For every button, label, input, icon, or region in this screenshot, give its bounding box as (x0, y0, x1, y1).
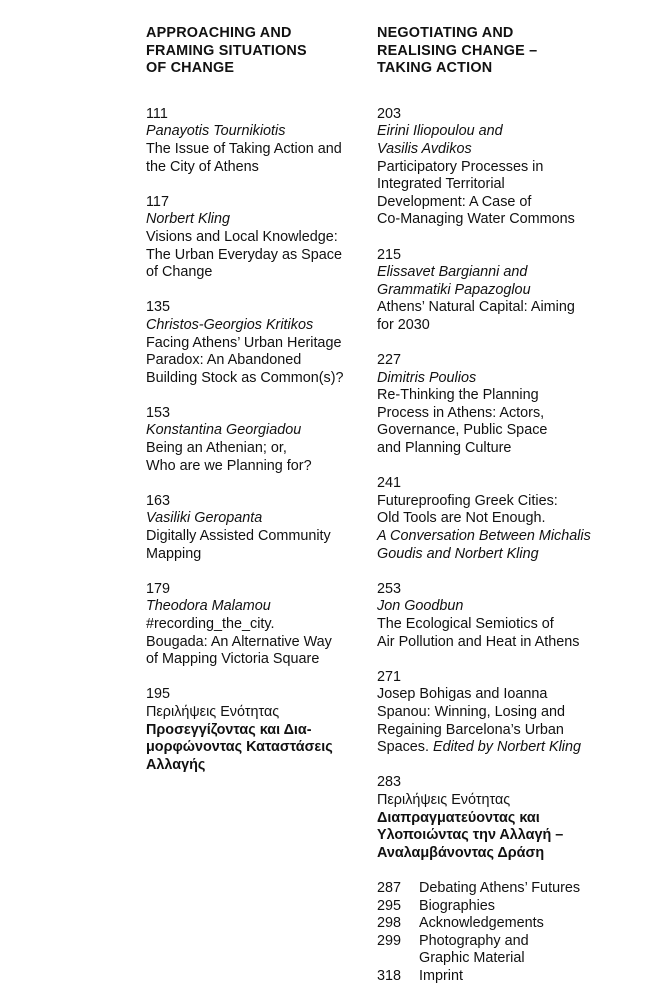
entry-title-line: Integrated Territorial (377, 176, 505, 193)
author: Panayotis Tournikiotis (146, 123, 286, 140)
entry-title-line: Digitally Assisted Community (146, 528, 331, 545)
item-title: Acknowledgements (419, 915, 544, 932)
left-column (146, 25, 358, 792)
entry-title-line: Participatory Processes in (377, 158, 544, 175)
toc-entry[interactable] (146, 405, 358, 475)
toc-entry[interactable] (146, 106, 358, 176)
entry-title-line: Co-Managing Water Commons (377, 211, 575, 228)
entry-title-line: Development: A Case of (377, 193, 532, 210)
author: Theodora Malamou (146, 598, 271, 615)
author: Konstantina Georgiadou (146, 422, 302, 439)
entry-title-line: Regaining Barcelona’s Urban (377, 721, 564, 738)
page-number: 135 (146, 299, 171, 316)
back-matter-item[interactable] (377, 880, 617, 898)
entry-title-line: of Mapping Victoria Square (146, 651, 320, 668)
summary-label: Περιλήψεις Ενότητας (146, 703, 280, 720)
author: Vasiliki Geropanta (146, 510, 263, 527)
page-number: 195 (146, 686, 171, 703)
summary-title-line: Υλοποιώντας την Αλλαγή – (377, 827, 564, 844)
page-number: 298 (377, 915, 402, 932)
back-matter-item[interactable] (377, 898, 617, 916)
entry-subtitle-line: Goudis and Norbert Kling (377, 545, 539, 562)
entry-title-line: for 2030 (377, 316, 430, 333)
page-number: 295 (377, 897, 402, 914)
entry-title-line: #recording_the_city. (146, 616, 275, 632)
entry-title-line: Paradox: An Abandoned (146, 352, 302, 369)
entry-title-line: Governance, Public Space (377, 422, 548, 439)
item-title-line: Graphic Material (419, 950, 525, 967)
entry-title-line: Process in Athens: Actors, (377, 404, 545, 421)
author: Norbert Kling (146, 211, 230, 228)
page-number: 203 (377, 105, 402, 122)
page-number: 153 (146, 404, 171, 421)
author: Dimitris Poulios (377, 369, 477, 386)
entry-title-line: The Urban Everyday as Space (146, 246, 342, 263)
summary-title-line: Προσεγγίζοντας και Δια- (146, 721, 312, 738)
author: Vasilis Avdikos (377, 140, 472, 157)
summary-title-line: Αλλαγής (146, 756, 206, 773)
toc-entry[interactable] (377, 247, 617, 335)
entry-title-line: Re-Thinking the Planning (377, 387, 539, 404)
heading-line: REALISING CHANGE – (377, 42, 538, 59)
entry-title-text: Spaces. (377, 739, 433, 756)
page-number: 271 (377, 668, 402, 685)
page-number: 117 (146, 193, 169, 210)
entry-title-line: The Ecological Semiotics of (377, 616, 554, 632)
back-matter-item[interactable] (377, 915, 617, 933)
item-title: Imprint (419, 967, 463, 984)
editor-credit: Edited by Norbert Kling (433, 739, 581, 756)
entry-title-line: Spanou: Winning, Losing and (377, 703, 566, 720)
page-number: 163 (146, 492, 171, 509)
entry-title-line: of Change (146, 264, 213, 281)
author: Eirini Iliopoulou and (377, 123, 503, 140)
toc-entry[interactable] (146, 493, 358, 563)
toc-entry[interactable] (146, 581, 358, 669)
entry-title-line: Old Tools are Not Enough. (377, 510, 546, 527)
entry-title-line: Who are we Planning for? (146, 457, 312, 474)
section-heading-left (146, 25, 358, 78)
toc-entry[interactable] (377, 475, 617, 563)
section-heading-right (377, 25, 617, 78)
toc-summary-entry[interactable] (146, 686, 358, 774)
heading-line: TAKING ACTION (377, 60, 493, 77)
back-matter-list (377, 880, 617, 986)
entry-title-line: Mapping (146, 545, 202, 562)
entry-title-line: the City of Athens (146, 158, 259, 175)
page-number: 318 (377, 967, 402, 984)
toc-entry[interactable] (146, 299, 358, 387)
summary-title-line: μορφώνοντας Καταστάσεις (146, 739, 333, 756)
toc-summary-entry[interactable] (377, 774, 617, 862)
back-matter-item[interactable] (377, 968, 617, 986)
toc-entry[interactable] (377, 669, 617, 757)
right-column (377, 25, 617, 985)
toc-entry[interactable] (377, 581, 617, 651)
item-title: Biographies (419, 897, 496, 914)
item-title-line: Photography and (419, 932, 529, 949)
summary-label: Περιλήψεις Ενότητας (377, 791, 511, 808)
page-number: 215 (377, 246, 402, 263)
author: Grammatiki Papazoglou (377, 281, 531, 298)
author: Elissavet Bargianni and (377, 264, 528, 281)
entry-title-line: Air Pollution and Heat in Athens (377, 633, 580, 650)
page-number: 179 (146, 580, 171, 597)
page-number: 299 (377, 932, 402, 949)
heading-line: OF CHANGE (146, 60, 235, 77)
page-number: 253 (377, 580, 402, 597)
entry-subtitle-line: A Conversation Between Michalis (377, 528, 591, 545)
page-number: 287 (377, 879, 402, 896)
entry-title-line: Facing Athens’ Urban Heritage (146, 334, 342, 351)
heading-line: NEGOTIATING AND (377, 25, 514, 41)
entry-title-line: The Issue of Taking Action and (146, 140, 342, 157)
toc-entry[interactable] (146, 194, 358, 282)
author: Christos-Georgios Kritikos (146, 316, 314, 333)
page-number: 241 (377, 475, 402, 492)
entry-title-line: and Planning Culture (377, 440, 512, 457)
entry-title-line: Visions and Local Knowledge: (146, 228, 338, 245)
entry-title-line: Being an Athenian; or, (146, 440, 287, 457)
entry-title-line: Building Stock as Common(s)? (146, 369, 344, 386)
entry-title-line (377, 739, 617, 757)
entry-title-line: Josep Bohigas and Ioanna (377, 686, 548, 703)
author: Jon Goodbun (377, 598, 464, 615)
back-matter-item[interactable] (377, 933, 617, 968)
toc-entry[interactable] (377, 106, 617, 229)
page-number: 227 (377, 352, 402, 369)
entry-title-line: Athens’ Natural Capital: Aiming (377, 299, 575, 316)
entry-title-line: Bougada: An Alternative Way (146, 633, 332, 650)
summary-title-line: Διαπραγματεύοντας και (377, 809, 540, 826)
toc-entry[interactable] (377, 352, 617, 458)
summary-title-line: Αναλαμβάνοντας Δράση (377, 844, 545, 861)
heading-line: FRAMING SITUATIONS (146, 42, 307, 59)
heading-line: APPROACHING AND (146, 25, 292, 41)
entry-title-line: Futureproofing Greek Cities: (377, 492, 558, 509)
item-title (419, 933, 617, 968)
page-number: 283 (377, 774, 402, 791)
item-title: Debating Athens’ Futures (419, 879, 581, 896)
page-number: 111 (146, 105, 168, 122)
